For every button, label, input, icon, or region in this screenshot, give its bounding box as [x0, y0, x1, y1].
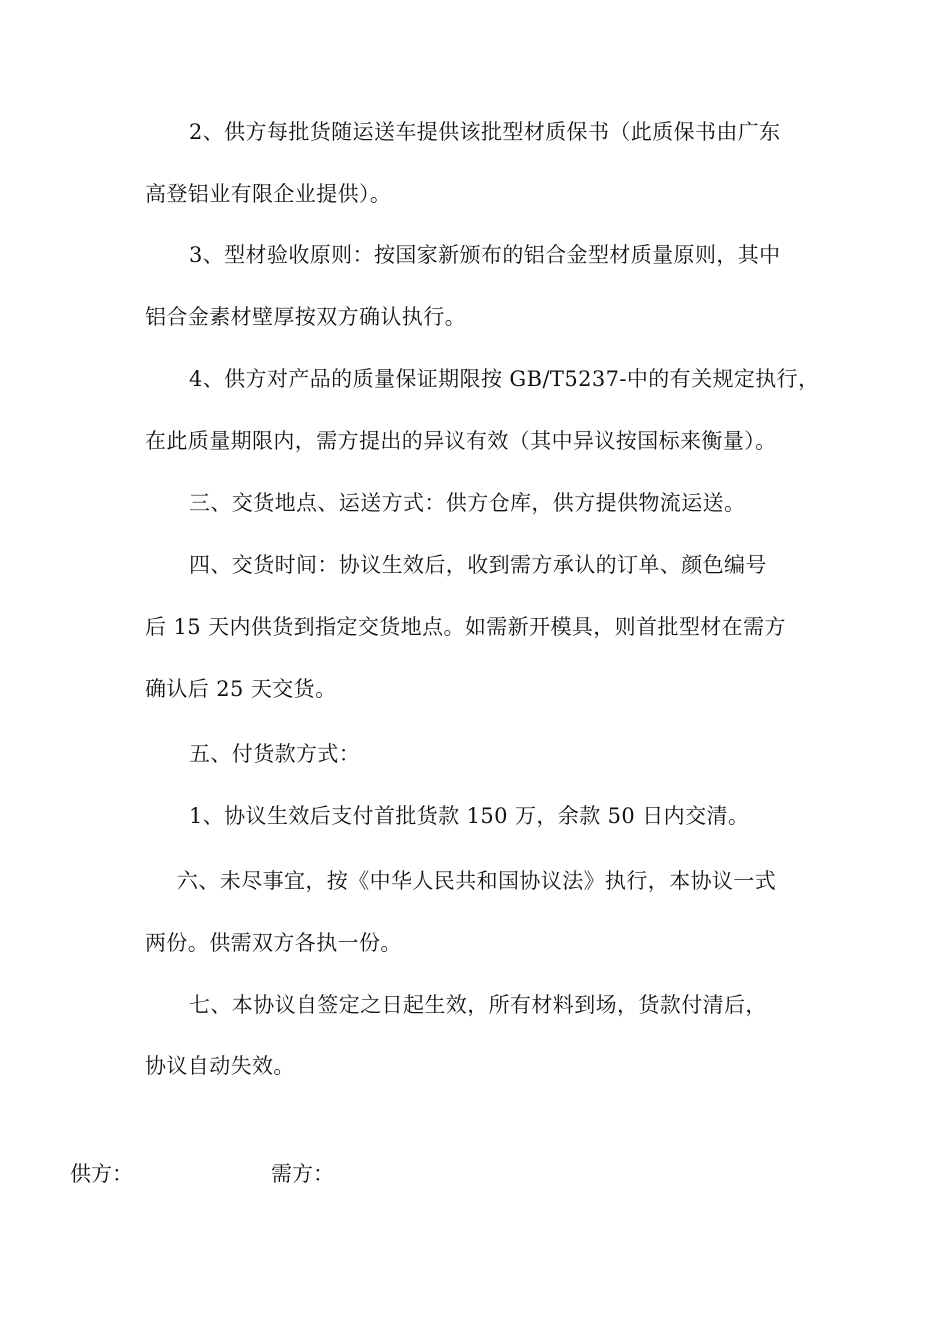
clause-3-line-1: 3、型材验收原则：按国家新颁布的铝合金型材质量原则，其中 — [189, 243, 781, 267]
clause-2-line-2: 高登铝业有限企业提供）。 — [145, 182, 392, 206]
section-4-line-3: 确认后 25 天交货。 — [145, 677, 337, 701]
clause-2-line-1: 2、供方每批货随运送车提供该批型材质保书（此质保书由广东 — [189, 120, 781, 144]
section-6-line-1: 六、未尽事宜，按《中华人民共和国协议法》执行，本协议一式 — [177, 869, 777, 893]
section-7-line-1: 七、本协议自签定之日起生效，所有材料到场，货款付清后， — [189, 993, 767, 1017]
section-5-heading: 五、付货款方式： — [189, 742, 361, 766]
section-3-delivery-location: 三、交货地点、运送方式：供方仓库，供方提供物流运送。 — [189, 491, 746, 515]
payment-clause-1: 1、协议生效后支付首批货款 150 万，余款 50 日内交清。 — [189, 804, 750, 828]
buyer-signature-label: 需方： — [271, 1162, 334, 1186]
section-6-line-2: 两份。供需双方各执一份。 — [145, 931, 402, 955]
clause-4-line-1: 4、供方对产品的质量保证期限按 GB/T5237-中的有关规定执行， — [189, 367, 820, 391]
section-4-line-1: 四、交货时间：协议生效后，收到需方承认的订单、颜色编号 — [189, 553, 767, 577]
supplier-signature-label: 供方： — [70, 1162, 133, 1186]
clause-4-line-2: 在此质量期限内，需方提出的异议有效（其中异议按国标来衡量）。 — [145, 429, 777, 453]
clause-3-line-2: 铝合金素材壁厚按双方确认执行。 — [145, 305, 466, 329]
section-4-line-2: 后 15 天内供货到指定交货地点。如需新开模具，则首批型材在需方 — [145, 615, 786, 639]
section-7-line-2: 协议自动失效。 — [145, 1054, 295, 1078]
